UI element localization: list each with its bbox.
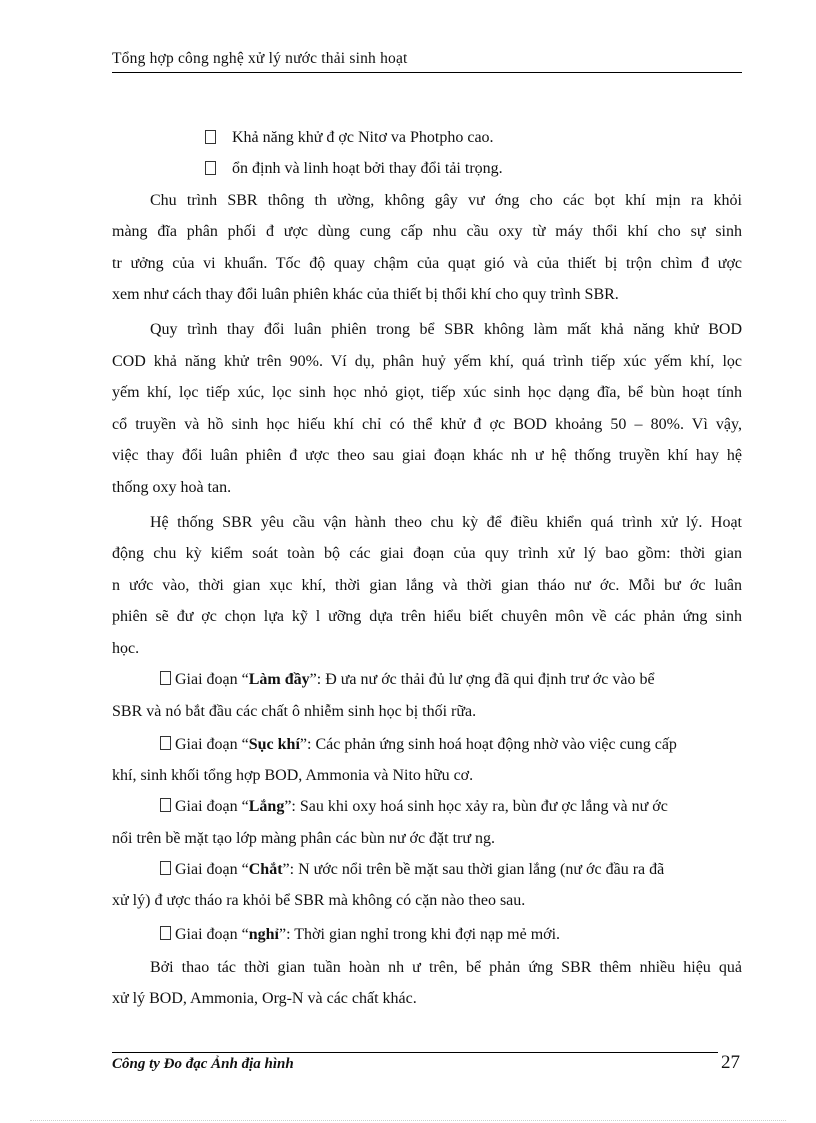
- phase-description: ”: Đ ưa nư ớc thải đủ lư ợng đã qui định trư ớc vào bể: [309, 671, 655, 688]
- text-line: Bởi thao tác thời gian tuần hoàn nh ư trên, bể phản ứng SBR thêm nhiều hiệu quả: [150, 959, 742, 976]
- phase-name: Sục khí: [248, 736, 300, 753]
- footer-company: Công ty Đo đạc Ảnh địa hình: [112, 1056, 294, 1072]
- text-line: xem như cách thay đổi luân phiên khác của thiết bị thổi khí cho quy trình SBR.: [112, 286, 619, 303]
- bullet-item: ổn định và linh hoạt bởi thay đổi tải trọng.: [232, 160, 503, 177]
- text-line: cổ truyền và hồ sinh học hiếu khí chỉ có thể khử đ ợc BOD khoảng 50 – 80%. Vì vậy,: [112, 416, 742, 433]
- header-title: Tổng hợp công nghệ xử lý nước thải sinh hoạt: [112, 50, 408, 67]
- phase-description: ”: N ước nổi trên bề mặt sau thời gian lắng (nư ớc đầu ra đã: [282, 861, 665, 878]
- phase-description: ”: Các phản ứng sinh hoá hoạt động nhờ vào việc cung cấp: [299, 736, 677, 753]
- text-line: khí, sinh khối tổng hợp BOD, Ammonia và Nito hữu cơ.: [112, 767, 474, 784]
- text-line: nổi trên bề mặt tạo lớp màng phân các bùn nư ớc đặt trư ng.: [112, 830, 496, 847]
- text-line: màng đĩa phân phối đ ược dùng cung cấp nhu cầu oxy từ máy thổi khí cho sự sinh: [112, 223, 742, 240]
- page-edge-divider: [30, 1120, 786, 1121]
- phase-description: ”: Sau khi oxy hoá sinh học xảy ra, bùn đư ợc lắng và nư ớc: [284, 798, 668, 815]
- phase-prefix: Giai đoạn “: [175, 671, 249, 688]
- phase-name: Làm đầy: [248, 671, 310, 688]
- page-number: 27: [721, 1052, 740, 1073]
- bullet-box-icon: [160, 861, 171, 875]
- text-line: Quy trình thay đổi luân phiên trong bể SBR không làm mất khả năng khử BOD: [150, 321, 742, 338]
- text-line: xử lý BOD, Ammonia, Org-N và các chất khác.: [112, 990, 417, 1007]
- bullet-box-icon: [205, 130, 216, 148]
- text-line: n ước vào, thời gian xục khí, thời gian lắng và thời gian tháo nư ớc. Mỗi bư ớc luân: [112, 577, 742, 594]
- phase-prefix: Giai đoạn “: [175, 736, 249, 753]
- header-rule: [112, 72, 742, 73]
- phase-prefix: Giai đoạn “: [175, 926, 249, 943]
- text-line: Chu trình SBR thông th ường, không gây vư ớng cho các bọt khí mịn ra khỏi: [150, 192, 742, 209]
- bullet-box-icon: [160, 671, 171, 685]
- text-line: việc thay đổi luân phiên đ ược theo sau giai đoạn khác nh ư hệ thống truyền khí hay hệ: [112, 447, 742, 464]
- bullet-item: Khả năng khử đ ợc Nitơ va Photpho cao.: [232, 129, 494, 146]
- text-line: xử lý) đ ược tháo ra khỏi bể SBR mà không có cặn nào theo sau.: [112, 892, 526, 909]
- text-line: SBR và nó bắt đầu các chất ô nhiễm sinh học bị thối rữa.: [112, 703, 477, 720]
- phase-line: [160, 798, 742, 816]
- phase-line: [160, 861, 742, 879]
- bullet-box-icon: [205, 161, 216, 179]
- text-line: thống oxy hoà tan.: [112, 479, 232, 496]
- bullet-box-icon: [160, 736, 171, 750]
- text-line: động chu kỳ kiểm soát toàn bộ các giai đoạn của quy trình xử lý bao gồm: thời gian: [112, 545, 742, 562]
- text-line: COD khả năng khử trên 90%. Ví dụ, phân huỷ yếm khí, quá trình tiếp xúc yếm khí, lọc: [112, 353, 742, 370]
- text-line: tr ưởng của vi khuẩn. Tốc độ quay chậm của quạt gió và của thiết bị trộn chìm đ ược: [112, 255, 742, 272]
- phase-name: nghỉ: [248, 926, 279, 943]
- phase-name: Lắng: [248, 798, 285, 815]
- phase-prefix: Giai đoạn “: [175, 861, 249, 878]
- bullet-box-icon: [160, 926, 171, 940]
- phase-line: [160, 671, 742, 689]
- text-line: Hệ thống SBR yêu cầu vận hành theo chu kỳ để điều khiển quá trình xử lý. Hoạt: [150, 514, 742, 531]
- bullet-box-icon: [160, 798, 171, 812]
- text-line: yếm khí, lọc tiếp xúc, lọc sinh học nhỏ giọt, tiếp xúc sinh học dạng đĩa, bể bùn hoạt tính: [112, 384, 742, 401]
- phase-name: Chắt: [248, 861, 283, 878]
- phase-line: [160, 926, 742, 944]
- phase-prefix: Giai đoạn “: [175, 798, 249, 815]
- text-line: học.: [112, 640, 140, 657]
- phase-description: ”: Thời gian nghỉ trong khi đợi nạp mẻ mới.: [279, 926, 561, 943]
- phase-line: [160, 736, 742, 754]
- footer-rule: [112, 1052, 718, 1053]
- text-line: phiên sẽ đư ợc chọn lựa kỹ l ưỡng dựa trên hiểu biết chuyên môn về các phản ứng sinh: [112, 608, 742, 625]
